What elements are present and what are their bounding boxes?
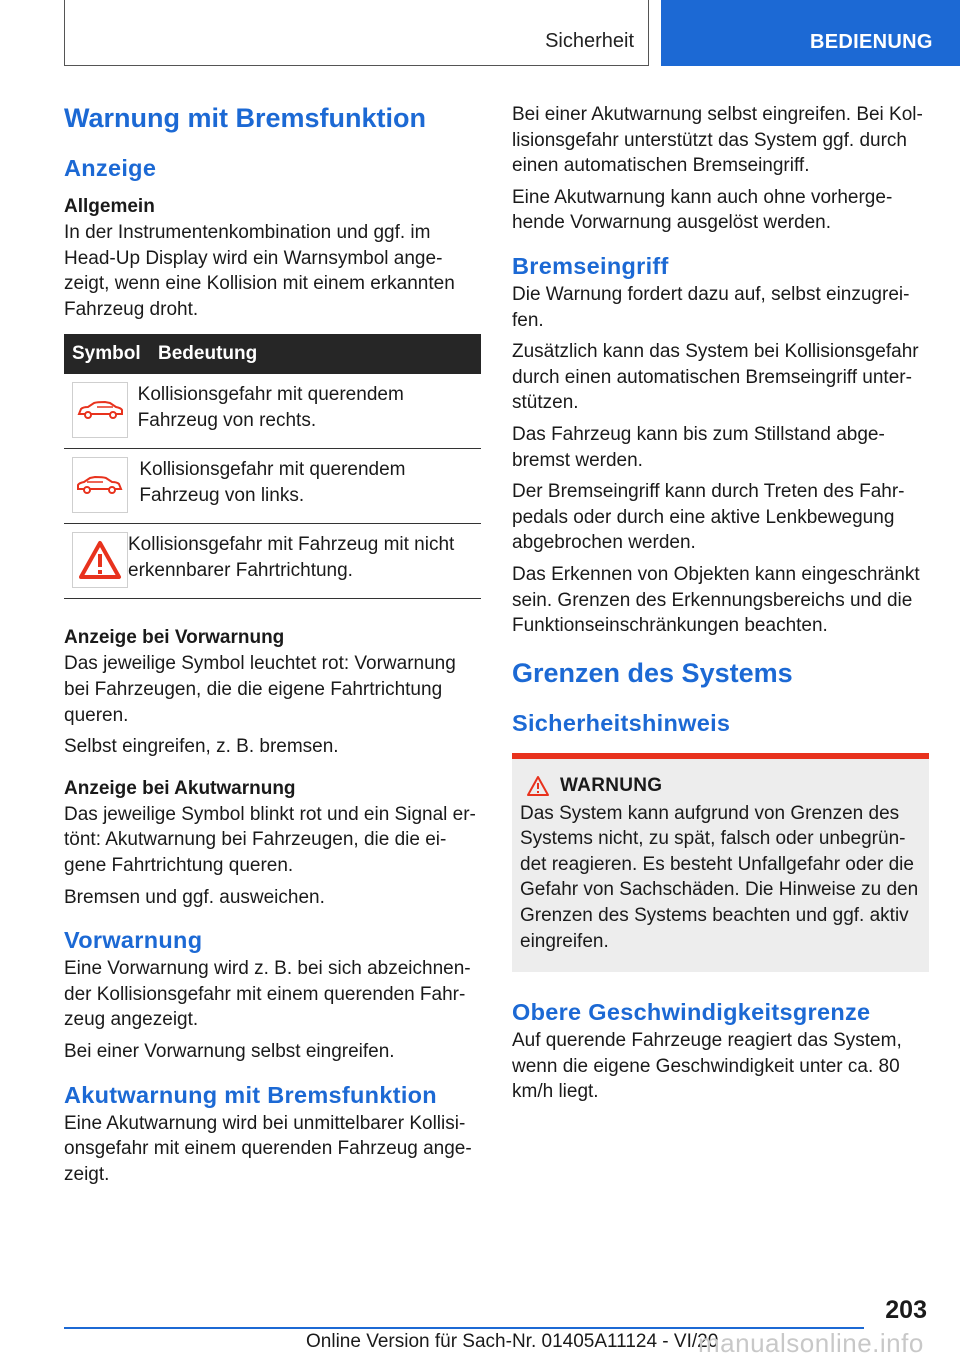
header-chapter-tab[interactable] — [661, 0, 960, 66]
bremseingriff-text: Zusätzlich kann das System bei Kollisionsgefahr durch einen automatischen Bremseingriff unterstützen. — [512, 341, 919, 414]
left-column — [64, 100, 481, 1187]
grenzen-heading: Grenzen des Systems — [512, 657, 793, 688]
warning-triangle-icon — [72, 532, 128, 588]
bremseingriff-text: Das Erkennen von Objekten kann eingeschränkt sein. Grenzen des Erkennungsbereichs und die Funktionseinschränkungen beachten. — [512, 563, 920, 637]
warning-text: Das System kann aufgrund von Grenzen des Systems nicht, zu spät, falsch oder unbegründet reagieren. Es besteht Unfallgefahr oder die Gefahr von Sachschäden. Die Hinweise zu den Grenzen des Systems beachten und ggf. aktiv eingreifen. — [520, 802, 919, 952]
meaning-column-header: Bedeutung — [158, 343, 258, 365]
allgemein-text: In der Instrumentenkombination und ggf. im Head-Up Display wird ein Warnsymbol angezeigt, wenn eine Kollision mit einem erkannten Fahrzeug droht. — [64, 222, 455, 320]
table-row-text: Kollisionsgefahr mit querendem Fahrzeug von rechts. — [137, 384, 404, 431]
vorwarnung-heading: Vorwarnung — [64, 927, 203, 954]
sicherheitshinweis-heading: Sicherheitshinweis — [512, 709, 731, 736]
obere-grenze-text: Auf querende Fahrzeuge reagiert das System, wenn die eigene Geschwindigkeit unter ca. 80 km/h liegt. — [512, 1030, 902, 1103]
symbol-column-header: Symbol — [72, 343, 141, 365]
page-number: 203 — [885, 1296, 927, 1324]
akut-anzeige-text: Das jeweilige Symbol blinkt rot und ein Signal ertönt: Akutwarnung bei Fahrzeugen, die die eigene Fahrtrichtung queren. — [64, 803, 476, 876]
bremseingriff-text: Das Fahrzeug kann bis zum Stillstand abgebremst werden. — [512, 423, 885, 471]
bremseingriff-text: Der Bremseingriff kann durch Treten des Fahrpedals oder durch eine aktive Lenkbewegung abgebrochen werden. — [512, 481, 905, 554]
table-row-text: Kollisionsgefahr mit Fahrzeug mit nicht erkennbarer Fahrtrichtung. — [128, 534, 455, 581]
vorwarnung-anzeige-action: Selbst eingreifen, z. B. bremsen. — [64, 736, 339, 758]
vorwarnung-text: Eine Vorwarnung wird z. B. bei sich abzeichnender Kollisionsgefahr mit einem querenden Fahrzeug angezeigt. — [64, 958, 471, 1031]
header-section-box — [64, 0, 649, 66]
obere-grenze-heading: Obere Geschwindigkeitsgrenze — [512, 999, 871, 1026]
akutwarnung-heading: Akutwarnung mit Bremsfunktion — [64, 1081, 437, 1108]
symbol-table-header — [64, 334, 481, 374]
warning-triangle-icon — [520, 775, 560, 797]
page-title: Warnung mit Bremsfunktion — [64, 103, 426, 133]
symbol-table — [64, 334, 481, 599]
vorwarnung-anzeige-text: Das jeweilige Symbol leuchtet rot: Vorwarnung bei Fahrzeugen, die die eigene Fahrtrichtung queren. — [64, 653, 456, 726]
akut-eingreifen-text: Bei einer Akutwarnung selbst eingreifen. Bei Kollisionsgefahr unterstützt das System ggf. durch einen automatischen Bremseingriff. — [512, 104, 923, 177]
vorwarnung-anzeige-heading: Anzeige bei Vorwarnung — [64, 627, 285, 649]
footer-online-version: Online Version für Sach-Nr. 01405A11124 - VI/20 — [306, 1331, 719, 1352]
akutwarnung-text: Eine Akutwarnung wird bei unmittelbarer Kollisionsgefahr mit einem querenden Fahrzeug angezeigt. — [64, 1112, 472, 1185]
table-row-text: Kollisionsgefahr mit querendem Fahrzeug von links. — [139, 459, 406, 506]
bremseingriff-heading: Bremseingriff — [512, 252, 669, 279]
warning-title-label: WARNUNG — [560, 774, 663, 796]
akut-ohne-vorwarnung-text: Eine Akutwarnung kann auch ohne vorhergehende Vorwarnung ausgelöst werden. — [512, 186, 893, 234]
right-column — [512, 102, 929, 1105]
anzeige-heading: Anzeige — [64, 155, 157, 181]
akut-anzeige-heading: Anzeige bei Akutwarnung — [64, 777, 296, 799]
table-row — [64, 524, 481, 599]
bremseingriff-text: Die Warnung fordert dazu auf, selbst einzugreifen. — [512, 283, 910, 331]
warning-box — [512, 753, 929, 973]
watermark: manualsonline.info — [698, 1328, 924, 1358]
warning-title — [520, 773, 921, 799]
header-section-label: Sicherheit — [545, 30, 634, 52]
table-row — [64, 449, 481, 524]
akut-anzeige-action: Bremsen und ggf. ausweichen. — [64, 886, 325, 908]
car-right-icon — [72, 382, 128, 438]
allgemein-heading: Allgemein — [64, 196, 155, 217]
vorwarnung-action: Bei einer Vorwarnung selbst eingreifen. — [64, 1040, 395, 1062]
table-row — [64, 374, 481, 449]
car-left-icon — [72, 457, 128, 513]
header-chapter-label: BEDIENUNG — [810, 31, 933, 53]
